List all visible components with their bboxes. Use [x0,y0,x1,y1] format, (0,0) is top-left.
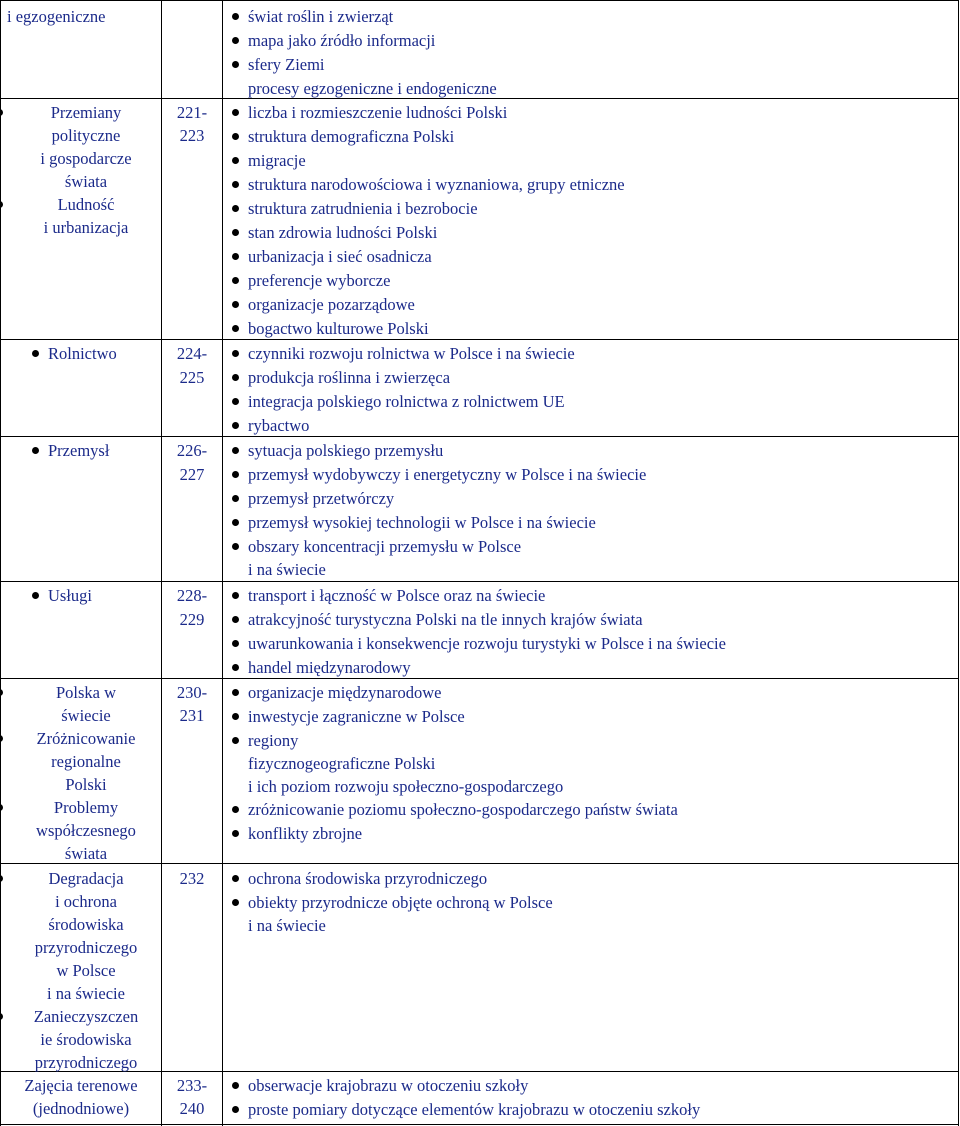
list-item: bogactwo kulturowe Polski [248,319,429,338]
topic-line: Polska w [12,681,160,704]
topic-line: regionalne [51,752,121,771]
topic-line: Problemy [12,796,160,819]
topic-line: Usługi [48,586,93,605]
topic-line: Degradacja [12,867,160,890]
list-item: i na świecie [248,916,326,935]
topic-line: Przemysł [48,441,110,460]
topic-line: ie środowiska [40,1030,132,1049]
topic-line: i ochrona [55,892,117,911]
topic-line: Przemiany [12,101,160,124]
list-item: urbanizacja i sieć osadnicza [248,247,432,266]
list-item: integracja polskiego rolnictwa z rolnictwem UE [248,392,565,411]
page-number: 221- [176,103,208,122]
topic-line: (jednodniowe) [32,1099,130,1118]
page-number: 240 [179,1099,205,1118]
list-item: przemysł wysokiej technologii w Polsce i na świecie [248,513,596,532]
topic-line: świecie [61,706,111,725]
page-number: 232 [179,869,205,888]
page-number: 227 [179,465,205,484]
page-number: 233- [176,1076,208,1095]
page-number: 228- [176,586,208,605]
list-item: preferencje wyborcze [248,271,391,290]
list-item: i na świecie [248,560,326,579]
list-item: stan zdrowia ludności Polski [248,223,438,242]
topic-line: Rolnictwo [48,344,117,363]
row-divider [0,678,959,679]
topic-line: środowiska [48,915,124,934]
topic-line: świata [64,844,108,863]
list-item: konflikty zbrojne [248,824,363,843]
table-border-top [0,0,959,1]
list-item: i ich poziom rozwoju społeczno-gospodarczego [248,777,564,796]
list-item: ochrona środowiska przyrodniczego [248,869,488,888]
list-item: struktura zatrudnienia i bezrobocie [248,199,478,218]
list-item: procesy egzogeniczne i endogeniczne [248,79,497,98]
list-item: uwarunkowania i konsekwencje rozwoju turystyki w Polsce i na świecie [248,634,726,653]
page-number: 226- [176,441,208,460]
topic-line: i na świecie [47,984,125,1003]
list-item: liczba i rozmieszczenie ludności Polski [248,103,508,122]
topic-line: przyrodniczego [34,938,138,957]
topic-line: Zróżnicowanie [12,727,160,750]
list-item: migracje [248,151,306,170]
topic-line: i urbanizacja [43,218,129,237]
list-item: obszary koncentracji przemysłu w Polsce [248,537,522,556]
topic-line: przyrodniczego [34,1053,138,1072]
list-item: świat roślin i zwierząt [248,7,394,26]
row-divider [0,339,959,340]
list-item: przemysł przetwórczy [248,489,395,508]
column-divider-2 [222,0,223,1126]
table-border-right [958,0,959,1126]
page-number: 229 [179,610,205,629]
list-item: proste pomiary dotyczące elementów krajobrazu w otoczeniu szkoły [248,1100,701,1119]
list-item: handel międzynarodowy [248,658,411,677]
list-item: inwestycje zagraniczne w Polsce [248,707,465,726]
list-item: regiony [248,731,299,750]
list-item: sytuacja polskiego przemysłu [248,441,444,460]
list-item: transport i łączność w Polsce oraz na świecie [248,586,546,605]
page-number: 223 [179,126,205,145]
list-item: struktura demograficzna Polski [248,127,455,146]
list-item: mapa jako źródło informacji [248,31,436,50]
page-number: 225 [179,368,205,387]
column-divider-1 [161,0,162,1126]
topic-line: Zajęcia terenowe [24,1076,138,1095]
table-border-left [0,0,1,1126]
page-number: 224- [176,344,208,363]
list-item: czynniki rozwoju rolnictwa w Polsce i na świecie [248,344,575,363]
page-number: 230- [176,683,208,702]
list-item: produkcja roślinna i zwierzęca [248,368,451,387]
list-item: fizycznogeograficzne Polski [248,754,436,773]
table-border-bottom [0,1124,959,1125]
topic-line: Ludność [12,193,160,216]
page-number: 231 [179,706,205,725]
topic-line: świata [64,172,108,191]
list-item: organizacje międzynarodowe [248,683,442,702]
list-item: zróżnicowanie poziomu społeczno-gospodarczego państw świata [248,800,678,819]
topic-line: polityczne [51,126,121,145]
topic-line: Zanieczyszczen [12,1005,160,1028]
list-item: przemysł wydobywczy i energetyczny w Polsce i na świecie [248,465,647,484]
row-divider [0,581,959,582]
topic-line: w Polsce [56,961,116,980]
list-item: atrakcyjność turystyczna Polski na tle innych krajów świata [248,610,643,629]
list-item: organizacje pozarządowe [248,295,415,314]
topic-line: Polski [65,775,107,794]
list-item: struktura narodowościowa i wyznaniowa, grupy etniczne [248,175,625,194]
topic-line: i gospodarcze [40,149,132,168]
list-item: sfery Ziemi [248,55,325,74]
topic-line: współczesnego [36,821,136,840]
list-item: rybactwo [248,416,310,435]
list-item: obiekty przyrodnicze objęte ochroną w Polsce [248,893,553,912]
list-item: obserwacje krajobrazu w otoczeniu szkoły [248,1076,529,1095]
topic-line: i egzogeniczne [7,7,106,26]
row-divider [0,436,959,437]
